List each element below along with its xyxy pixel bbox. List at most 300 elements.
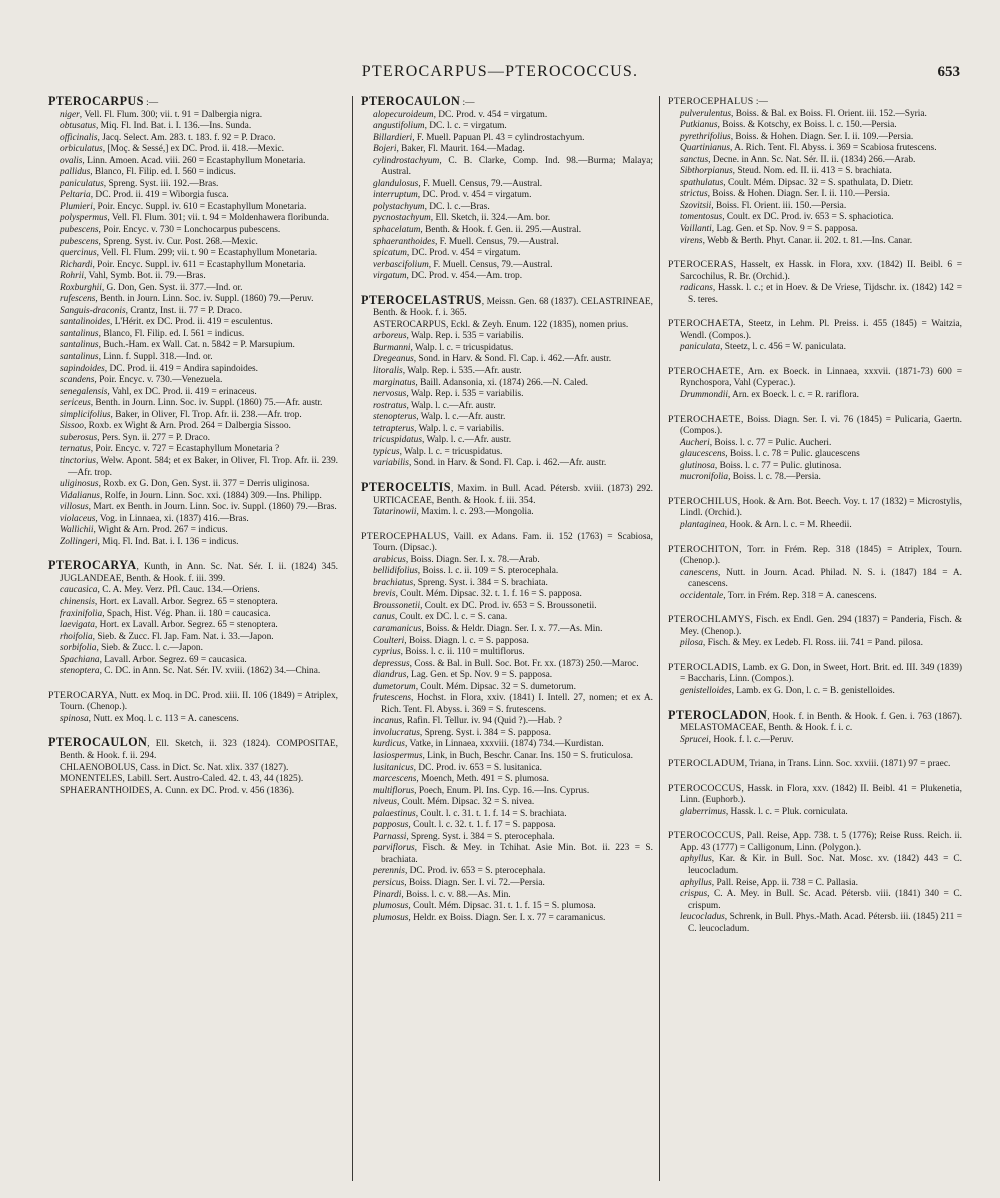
column-3 — [668, 96, 962, 1196]
species-entry: depressus, Coss. & Bal. in Bull. Soc. Bot. Fr. xx. (1873) 250.—Maroc. — [373, 658, 639, 669]
species-entry: dumetorum, Coult. Mém. Dipsac. 32 = S. dumetorum. — [373, 681, 576, 692]
species-entry: officinalis, Jacq. Select. Am. 283. t. 183. f. 92 = P. Draco. — [60, 132, 276, 143]
page-number: 653 — [937, 64, 960, 80]
column-divider — [352, 96, 353, 1181]
species-entry: Dregeanus, Sond. in Harv. & Sond. Fl. Cap. i. 462.—Afr. austr. — [373, 354, 612, 365]
genus-block — [668, 366, 962, 402]
epithet: Coulteri — [373, 635, 405, 646]
epithet: paniculatus — [60, 178, 104, 189]
genus-heading: PTEROCOCCUS, Pall. Reise, App. 738. t. 5 (1776); Reise Russ. Reich. ii. App. 43 (1777) = Calligonum, Linn. (Polygon.). — [668, 830, 962, 853]
genus-block — [668, 830, 962, 935]
species-entry: kurdicus, Vatke, in Linnaea, xxxviii. (1874) 734.—Kurdistan. — [373, 739, 604, 750]
genus-block — [668, 414, 962, 484]
genus-name: PTEROCAULON — [48, 735, 148, 750]
species-entry: senegalensis, Vahl, ex DC. Prod. ii. 419 = erinaceus. — [60, 386, 257, 397]
species-entry: marginatus, Baill. Adansonia, xi. (1874) 266.—N. Caled. — [373, 377, 589, 388]
species-entry: simplicifolius, Baker, in Oliver, Fl. Trop. Afr. ii. 238.—Afr. trop. — [60, 409, 302, 420]
species-entry: Drummondii, Arn. ex Boeck. l. c. = R. rariflora. — [680, 390, 859, 401]
species-entry: multiflorus, Poech, Enum. Pl. Ins. Cyp. 16.—Ins. Cyprus. — [373, 785, 590, 796]
species-entry: involucratus, Spreng. Syst. i. 384 = S. papposa. — [373, 727, 551, 738]
species-entry: radicans, Hassk. l. c.; et in Hoev. & De Vriese, Tijdschr. ix. (1842) 142 = S. teres. — [680, 283, 962, 305]
epithet: dumetorum — [373, 681, 416, 692]
epithet: plantaginea — [680, 519, 725, 530]
species-entry: Peltaria, DC. Prod. ii. 419 = Wiborgia fusca. — [60, 190, 229, 201]
genus-heading: PTEROCLADUM, Triana, in Trans. Linn. Soc. xxviii. (1871) 97 = praec. — [668, 758, 951, 770]
epithet: Sanguis-draconis — [60, 305, 126, 316]
epithet: lusitanicus — [373, 762, 414, 773]
genus-block — [668, 707, 962, 747]
species-entry: stenopterus, Walp. l. c.—Afr. austr. — [373, 412, 506, 423]
epithet: frutescens — [373, 693, 412, 704]
genus-name: PTEROCHAETE — [668, 413, 741, 425]
epithet: sphacelatum — [373, 225, 421, 236]
species-entry: paniculata, Steetz, l. c. 456 = W. paniculata. — [680, 342, 846, 353]
species-entry: pubescens, Poir. Encyc. v. 730 = Lonchocarpus pubescens. — [60, 225, 281, 236]
epithet: Richardi — [60, 259, 93, 270]
epithet: fraxinifolia — [60, 608, 103, 619]
epithet: perennis — [373, 866, 405, 877]
epithet: pubescens — [60, 236, 99, 247]
epithet: arabicus — [373, 554, 406, 565]
epithet: Vidalianus — [60, 490, 100, 501]
genus-name: PTEROCHAETE — [668, 365, 741, 377]
species-entry: ternatus, Poir. Encyc. v. 727 = Ecastaphyllum Monetaria ? — [60, 444, 280, 455]
epithet: strictus — [680, 189, 708, 200]
species-entry: Billardieri, F. Muell. Papuan Pl. 43 = cylindrostachyum. — [373, 132, 585, 143]
epithet: aphyllus — [680, 877, 712, 888]
species-entry: plumosus, Coult. Mém. Dipsac. 31. t. 1. f. 15 = S. plumosa. — [373, 901, 596, 912]
epithet: persicus — [373, 878, 405, 888]
epithet: spinosa — [60, 713, 89, 724]
epithet: sphaeranthoides — [373, 236, 435, 247]
epithet: nervosus — [373, 389, 407, 400]
species-entry: genistelloides, Lamb. ex G. Don, l. c. = B. genistelloides. — [680, 685, 895, 696]
running-title: PTEROCARPUS—PTEROCOCCUS. — [361, 63, 639, 80]
species-entry: cylindrostachyum, C. B. Clarke, Comp. Ind. 98.—Burma; Malaya; Austral. — [373, 155, 653, 178]
epithet: parviflorus — [373, 843, 415, 854]
genus-heading: PTEROCARYA, Nutt. ex Moq. in DC. Prod. xiii. II. 106 (1849) = Atriplex, Tourn. (Chenop.). — [48, 689, 338, 713]
species-entry: ASTEROCARPUS, Eckl. & Zeyh. Enum. 122 (1835), nomen prius. — [373, 319, 629, 330]
epithet: glaberrimus — [680, 806, 726, 817]
epithet: angustifolium — [373, 121, 425, 132]
species-entry: arboreus, Walp. Rep. i. 535 = variabilis. — [373, 331, 524, 342]
epithet: ternatus — [60, 444, 91, 455]
species-entry: violaceus, Vog. in Linnaea, xi. (1837) 416.—Bras. — [60, 513, 249, 524]
species-entry: santalinoides, L'Hérit. ex DC. Prod. ii. 419 = esculentus. — [60, 317, 273, 328]
epithet: canescens — [680, 567, 719, 578]
species-entry: typicus, Walp. l. c. = tricuspidatus. — [373, 446, 503, 457]
species-entry: santalinus, Buch.-Ham. ex Wall. Cat. n. 5842 = P. Marsupium. — [60, 340, 295, 351]
genus-block — [361, 96, 653, 283]
epithet: Plumieri — [60, 201, 93, 212]
species-entry: Richardi, Poir. Encyc. Suppl. iv. 611 = Ecastaphyllum Monetaria. — [60, 259, 306, 270]
species-entry: brevis, Coult. Mém. Dipsac. 32. t. 1. f. 16 = S. papposa. — [373, 589, 582, 600]
species-entry: scandens, Poir. Encyc. v. 730.—Venezuela. — [60, 375, 223, 386]
species-entry: Roxburghii, G. Don, Gen. Syst. ii. 377.—Ind. or. — [60, 282, 243, 293]
species-entry: Szovitsii, Boiss. Fl. Orient. iii. 150.—Persia. — [680, 200, 847, 211]
genus-block — [361, 479, 653, 519]
species-entry: orbiculatus, [Moç. & Sessé,] ex DC. Prod. ii. 418.—Mexic. — [60, 144, 284, 155]
species-entry: sorbifolia, Sieb. & Zucc. l. c.—Japon. — [60, 643, 203, 654]
species-entry: pallidus, Blanco, Fl. Filip. ed. I. 560 = indicus. — [60, 167, 236, 178]
running-head — [0, 63, 1000, 85]
species-entry: perennis, DC. Prod. iv. 653 = S. pterocephala. — [373, 866, 546, 877]
epithet: polyspermus — [60, 213, 108, 224]
epithet: pubescens — [60, 225, 99, 236]
epithet: Szovitsii — [680, 200, 712, 211]
epithet: niveus — [373, 797, 397, 808]
species-entry: persicus, Boiss. Diagn. Ser. I. vi. 72.—Persia. — [373, 878, 545, 888]
species-entry: rhoifolia, Sieb. & Zucc. Fl. Jap. Fam. Nat. i. 33.—Japon. — [60, 631, 274, 642]
epithet: rhoifolia — [60, 631, 93, 642]
species-entry: Vaillanti, Lag. Gen. et Sp. Nov. 9 = S. papposa. — [680, 224, 858, 235]
species-entry: obtusatus, Miq. Fl. Ind. Bat. i. I. 136.—Ins. Sunda. — [60, 121, 252, 132]
genus-block — [668, 259, 962, 306]
genus-heading: PTEROCEPHALUS :— — [668, 96, 768, 107]
species-entry: virgatum, DC. Prod. v. 454.—Am. trop. — [373, 271, 523, 282]
genus-heading: PTEROCHAETA, Steetz, in Lehm. Pl. Preiss. i. 455 (1845) = Waitzia, Wendl. (Compos.). — [668, 318, 962, 341]
species-entry: virens, Webb & Berth. Phyt. Canar. ii. 202. t. 81.—Ins. Canar. — [680, 235, 913, 246]
epithet: Vaillanti — [680, 224, 712, 235]
genus-block — [668, 758, 962, 771]
epithet: marginatus — [373, 377, 416, 388]
genus-heading: PTEROCEPHALUS, Vaill. ex Adans. Fam. ii. 152 (1763) = Scabiosa, Tourn. (Dipsac.). — [361, 530, 653, 554]
epithet: Broussonetii — [373, 600, 421, 611]
species-entry: plumosus, Heldr. ex Boiss. Diagn. Ser. I. x. 77 = caramanicus. — [373, 912, 606, 923]
genus-block — [48, 690, 338, 726]
species-entry: sphacelatum, Benth. & Hook. f. Gen. ii. 295.—Austral. — [373, 225, 582, 236]
species-entry: Broussonetii, Coult. ex DC. Prod. iv. 653 = S. Broussonetii. — [373, 600, 597, 611]
epithet: occidentale — [680, 590, 724, 601]
species-entry: niveus, Coult. Mém. Dipsac. 32 = S. nivea. — [373, 797, 535, 808]
text-columns — [0, 96, 1000, 1196]
epithet: Parnassi — [373, 831, 407, 842]
genus-name: PTEROCARYA — [48, 558, 137, 573]
species-entry: pycnostachyum, Ell. Sketch, ii. 324.—Am. bor. — [373, 213, 551, 224]
epithet: Burmanni — [373, 342, 411, 353]
species-entry: pilosa, Fisch. & Mey. ex Ledeb. Fl. Ross. iii. 741 = Pand. pilosa. — [680, 638, 923, 649]
epithet: aphyllus — [680, 854, 712, 865]
genus-block — [361, 292, 653, 470]
epithet: typicus — [373, 446, 400, 457]
species-entry: Wallichii, Wight & Arn. Prod. 267 = indicus. — [60, 525, 228, 536]
genus-heading: PTEROCHAETE, Arn. ex Boeck. in Linnaea, xxxvii. (1871-73) 600 = Rynchospora, Vahl (Cyperac.). — [668, 365, 962, 389]
epithet: sanctus — [680, 154, 709, 165]
genus-heading: PTEROCERAS, Hasselt, ex Hassk. in Flora, xxv. (1842) II. Beibl. 6 = Sarcochilus, R. Br. (Orchid.). — [668, 259, 962, 282]
epithet: interruptum — [373, 190, 418, 201]
epithet: brevis — [373, 589, 396, 600]
epithet: scandens — [60, 375, 95, 386]
epithet: santalinus — [60, 328, 99, 339]
species-entry: Sissoo, Roxb. ex Wight & Arn. Prod. 264 = Dalbergia Sissoo. — [60, 421, 291, 432]
species-entry: papposus, Coult. l. c. 32. t. 1. f. 17 = S. papposa. — [373, 820, 556, 831]
epithet: litoralis — [373, 366, 403, 377]
genus-heading: PTEROCELTIS, Maxim. in Bull. Acad. Pétersb. xviii. (1873) 292. URTICACEAE, Benth. & Hook. f. iii. 354. — [361, 479, 653, 506]
species-entry: Quartinianus, A. Rich. Tent. Fl. Abyss. i. 369 = Scabiosa frutescens. — [680, 143, 937, 154]
epithet: rostratus — [373, 400, 407, 411]
epithet: stenopterus — [373, 412, 417, 423]
epithet: crispus — [680, 889, 708, 900]
epithet: virgatum — [373, 271, 407, 282]
epithet: pyrethrifolius — [680, 131, 731, 142]
genus-block — [361, 531, 653, 925]
epithet: niger — [60, 109, 80, 120]
epithet: Bojeri — [373, 144, 397, 155]
epithet: cylindrostachyum — [373, 155, 440, 166]
genus-block — [48, 96, 338, 548]
epithet: santalinoides — [60, 317, 111, 328]
epithet: glandulosus — [373, 178, 419, 189]
species-entry: palaestinus, Coult. l. c. 31. t. 1. f. 14 = S. brachiata. — [373, 808, 567, 819]
epithet: genistelloides — [680, 685, 732, 696]
genus-name: PTEROCHILUS — [668, 495, 738, 507]
epithet: officinalis — [60, 132, 98, 143]
epithet: incanus — [373, 716, 403, 727]
genus-heading: PTEROCLADIS, Lamb. ex G. Don, in Sweet, Hort. Brit. ed. III. 349 (1839) = Baccharis, Linn. (Compos.). — [668, 661, 962, 685]
species-entry: brachiatus, Spreng. Syst. i. 384 = S. brachiata. — [373, 577, 548, 588]
epithet: involucratus — [373, 727, 420, 738]
species-entry: villosus, Mart. ex Benth. in Journ. Linn. Soc. iv. Suppl. (1860) 79.—Bras. — [60, 502, 337, 513]
species-entry: incanus, Rafin. Fl. Tellur. iv. 94 (Quid ?).—Hab. ? — [373, 716, 562, 727]
species-entry: Sibthorpianus, Steud. Nom. ed. II. ii. 413 = S. brachiata. — [680, 166, 892, 177]
epithet: orbiculatus — [60, 144, 103, 155]
epithet: obtusatus — [60, 121, 96, 132]
epithet: santalinus — [60, 352, 99, 363]
epithet: senegalensis — [60, 386, 108, 397]
species-entry: pulverulentus, Boiss. & Bal. ex Boiss. Fl. Orient. iii. 152.—Syria. — [680, 108, 927, 119]
epithet: caucasica — [60, 585, 98, 596]
epithet: laevigata — [60, 620, 95, 631]
genus-name: PTEROCARYA — [48, 689, 115, 701]
epithet: spicatum — [373, 248, 407, 259]
species-entry: sapindoides, DC. Prod. ii. 419 = Andira sapindoides. — [60, 363, 258, 374]
epithet: marcescens — [373, 774, 417, 785]
species-entry: mucronifolia, Boiss. l. c. 78.—Persia. — [680, 472, 821, 483]
epithet: Roxburghii — [60, 282, 102, 293]
species-entry: marcescens, Moench, Meth. 491 = S. plumosa. — [373, 774, 550, 785]
species-entry: spathulatus, Coult. Mém. Dipsac. 32 = S. spathulata, D. Dietr. — [680, 177, 914, 188]
epithet: pilosa — [680, 638, 703, 649]
epithet: tricuspidatus — [373, 435, 422, 446]
epithet: Dregeanus — [373, 354, 414, 365]
genus-heading: PTEROCAULON :— — [361, 96, 475, 108]
species-entry: lusitanicus, DC. Prod. iv. 653 = S. lusitanica. — [373, 762, 543, 773]
species-entry: tricuspidatus, Walp. l. c.—Afr. austr. — [373, 435, 512, 446]
genus-name: PTEROCHLAMYS — [668, 614, 751, 626]
species-entry: ovalis, Linn. Amoen. Acad. viii. 260 = Ecastaphyllum Monetaria. — [60, 155, 306, 166]
species-entry: Zollingeri, Miq. Fl. Ind. Bat. i. I. 136 = indicus. — [60, 536, 239, 547]
epithet: glutinosa — [680, 460, 715, 471]
species-entry: Coulteri, Boiss. Diagn. l. c. = S. papposa. — [373, 635, 529, 646]
species-entry: chinensis, Hort. ex Lavall. Arbor. Segrez. 65 = stenoptera. — [60, 596, 278, 607]
genus-block — [668, 614, 962, 650]
species-entry: interruptum, DC. Prod. v. 454 = virgatum. — [373, 190, 532, 201]
species-entry: alopecuroideum, DC. Prod. v. 454 = virgatum. — [373, 109, 548, 120]
epithet: Billardieri — [373, 132, 413, 143]
species-entry: occidentale, Torr. in Frém. Rep. 318 = A. canescens. — [680, 590, 877, 601]
epithet: Tatarinowii — [373, 507, 417, 518]
genus-heading: PTEROCHILUS, Hook. & Arn. Bot. Beech. Voy. t. 17 (1832) = Microstylis, Lindl. (Orchid.). — [668, 495, 962, 519]
species-entry: variabilis, Sond. in Harv. & Sond. Fl. Cap. i. 462.—Afr. austr. — [373, 458, 607, 469]
species-entry: uliginosus, Roxb. ex G. Don, Gen. Syst. ii. 377 = Derris uliginosa. — [60, 479, 310, 490]
species-entry: frutescens, Hochst. in Flora, xxiv. (1841) I. Intell. 27, nomen; et ex A. Rich. Tent. Fl. Abyss. i. 369 = S. frutescens. — [373, 693, 653, 715]
epithet: alopecuroideum — [373, 109, 434, 120]
species-entry: caucasica, C. A. Mey. Verz. Pfl. Cauc. 134.—Oriens. — [60, 585, 260, 596]
species-entry: rostratus, Walp. l. c.—Afr. austr. — [373, 400, 496, 411]
epithet: suberosus — [60, 432, 98, 443]
species-entry: spicatum, DC. Prod. v. 454 = virgatum. — [373, 248, 521, 259]
species-entry: polystachyum, DC. l. c.—Bras. — [373, 201, 490, 212]
species-entry: plantaginea, Hook. & Arn. l. c. = M. Rheedii. — [680, 519, 852, 530]
genus-block — [668, 544, 962, 603]
epithet: ASTEROCARPUS — [373, 319, 446, 330]
species-entry: Tatarinowii, Maxim. l. c. 293.—Mongolia. — [373, 507, 534, 518]
epithet: variabilis — [373, 458, 409, 469]
epithet: pulverulentus — [680, 108, 732, 119]
epithet: plumosus — [373, 901, 409, 912]
species-entry: Bojeri, Baker, Fl. Maurit. 164.—Madag. — [373, 144, 525, 155]
genus-name: PTEROCOCCUS — [668, 782, 742, 794]
species-entry: Burmanni, Walp. l. c. = tricuspidatus. — [373, 342, 514, 353]
epithet: verbascifolium — [373, 259, 429, 270]
species-entry: Sprucei, Hook. f. l. c.—Peruv. — [680, 734, 794, 745]
epithet: simplicifolius — [60, 409, 111, 420]
epithet: multiflorus — [373, 785, 415, 796]
species-entry: paniculatus, Spreng. Syst. iii. 192.—Bras. — [60, 178, 219, 189]
species-entry: cyprius, Boiss. l. c. ii. 110 = multiflorus. — [373, 647, 525, 658]
epithet: Rohrii — [60, 271, 84, 282]
epithet: santalinus — [60, 340, 99, 351]
genus-name: PTEROCERAS — [668, 259, 734, 271]
epithet: caramanicus — [373, 623, 422, 634]
species-entry: canus, Coult. ex DC. l. c. = S. cana. — [373, 612, 508, 623]
column-1 — [48, 96, 338, 1196]
epithet: violaceus — [60, 513, 96, 524]
epithet: mucronifolia — [680, 472, 729, 483]
genus-heading: PTEROCLADON, Hook. f. in Benth. & Hook. f. Gen. i. 763 (1867). MELASTOMACEAE, Benth. & Hook. f. i. c. — [668, 707, 962, 734]
epithet: tomentosus — [680, 212, 723, 223]
column-2 — [361, 96, 653, 1196]
genus-name: PTEROCEPHALUS — [668, 96, 754, 107]
genus-name: PTEROCLADIS — [668, 661, 738, 673]
species-entry: tinctorius, Welw. Apont. 584; et ex Baker, in Oliver, Fl. Trop. Afr. ii. 239.—Afr. trop. — [60, 455, 338, 478]
genus-name: PTEROCELASTRUS — [361, 292, 482, 307]
epithet: Sprucei — [680, 734, 709, 745]
genus-heading: PTEROCHLAMYS, Fisch. ex Endl. Gen. 294 (1837) = Panderia, Fisch. & Mey. (Chenop.). — [668, 614, 962, 637]
species-entry: verbascifolium, F. Muell. Census, 79.—Austral. — [373, 259, 553, 270]
epithet: uliginosus — [60, 479, 99, 490]
epithet: Peltaria — [60, 190, 91, 201]
species-entry: quercinus, Vell. Fl. Flum. 299; vii. t. 90 = Ecastaphyllum Monetaria. — [60, 248, 318, 259]
epithet: palaestinus — [373, 808, 416, 819]
epithet: virens — [680, 235, 703, 246]
epithet: kurdicus — [373, 739, 405, 750]
epithet: diandrus — [373, 670, 407, 681]
epithet: Zollingeri — [60, 536, 98, 547]
genus-block — [48, 560, 338, 677]
species-entry: bellidifolius, Boiss. l. c. ii. 109 = S. pterocephala. — [373, 566, 559, 577]
species-entry: parviflorus, Fisch. & Mey. in Tchihat. Asie Min. Bot. ii. 223 = S. brachiata. — [373, 843, 653, 865]
species-entry: laevigata, Hort. ex Lavall. Arbor. Segrez. 65 = stenoptera. — [60, 620, 278, 631]
genus-name: PTEROCLADUM — [668, 758, 745, 770]
epithet: stenoptera — [60, 666, 100, 677]
genus-name: PTEROCAULON — [361, 96, 461, 108]
species-entry: sanctus, Decne. in Ann. Sc. Nat. Sér. II. ii. (1834) 266.—Arab. — [680, 154, 916, 165]
species-entry: santalinus, Linn. f. Suppl. 318.—Ind. or. — [60, 352, 213, 363]
epithet: Putkianus — [680, 120, 718, 131]
species-entry: pyrethrifolius, Boiss. & Hohen. Diagn. Ser. I. ii. 109.—Persia. — [680, 131, 914, 142]
epithet: pallidus — [60, 167, 91, 178]
species-entry: fraxinifolia, Spach, Hist. Vég. Phan. ii. 180 = caucasica. — [60, 608, 271, 619]
species-entry: niger, Vell. Fl. Flum. 300; vii. t. 91 = Dalbergia nigra. — [60, 109, 263, 120]
epithet: glaucescens — [680, 449, 726, 460]
epithet: chinensis — [60, 596, 95, 607]
epithet: sorbifolia — [60, 643, 97, 654]
epithet: Sibthorpianus — [680, 166, 733, 177]
species-entry: Vidalianus, Rolfe, in Journ. Linn. Soc. xxi. (1884) 309.—Ins. Philipp. — [60, 490, 322, 501]
genus-name: PTEROCLADON — [668, 707, 768, 722]
species-entry: aphyllus, Pall. Reise, App. ii. 738 = C. Pallasia. — [680, 877, 858, 888]
genus-heading: PTEROCHITON, Torr. in Frém. Rep. 318 (1845) = Atriplex, Tourn. (Chenop.). — [668, 543, 962, 567]
species-entry: Plumieri, Poir. Encyc. Suppl. iv. 610 = Ecastaphyllum Monetaria. — [60, 201, 307, 212]
epithet: bellidifolius — [373, 566, 418, 577]
epithet: rufescens — [60, 294, 96, 305]
species-entry: santalinus, Blanco, Fl. Filip. ed. I. 561 = indicus. — [60, 328, 245, 339]
species-entry: diandrus, Lag. Gen. et Sp. Nov. 9 = S. papposa. — [373, 670, 553, 681]
species-entry: CHLAENOBOLUS, Cass. in Dict. Sc. Nat. xlix. 337 (1827). — [60, 762, 289, 773]
epithet: villosus — [60, 502, 89, 513]
genus-heading: PTEROCARPUS :— — [48, 96, 159, 108]
epithet: arboreus — [373, 331, 407, 342]
species-entry: lasiospermus, Link, in Buch, Beschr. Canar. Ins. 150 = S. fruticulosa. — [373, 750, 633, 761]
epithet: MONENTELES — [60, 774, 123, 785]
species-entry: strictus, Boiss. & Hohen. Diagn. Ser. I. ii. 110.—Persia. — [680, 189, 890, 200]
genus-name: PTEROCHITON — [668, 543, 740, 555]
genus-name: PTEROCOCCUS — [668, 830, 742, 842]
genus-block — [48, 737, 338, 797]
species-entry: pubescens, Spreng. Syst. iv. Cur. Post. 268.—Mexic. — [60, 236, 258, 247]
epithet: brachiatus — [373, 577, 414, 588]
species-entry: polyspermus, Vell. Fl. Flum. 301; vii. t. 94 = Moldenhawera floribunda. — [60, 213, 329, 224]
species-entry: Parnassi, Spreng. Syst. i. 384 = S. pterocephala. — [373, 831, 555, 842]
species-entry: MONENTELES, Labill. Sert. Austro-Caled. 42. t. 43, 44 (1825). — [60, 774, 304, 785]
species-entry: aphyllus, Kar. & Kir. in Bull. Soc. Nat. Mosc. xv. (1842) 443 = C. leucocladum. — [680, 854, 962, 876]
epithet: sericeus — [60, 398, 91, 409]
epithet: ovalis — [60, 155, 83, 166]
epithet: depressus — [373, 658, 410, 669]
epithet: lasiospermus — [373, 750, 423, 761]
species-entry: sphaeranthoides, F. Muell. Census, 79.—Austral. — [373, 236, 559, 247]
genus-name: PTEROCHAETA — [668, 318, 742, 330]
species-entry: Sanguis-draconis, Crantz, Inst. ii. 77 = P. Draco. — [60, 305, 243, 316]
species-entry: tetrapterus, Walp. l. c. = variabilis. — [373, 423, 504, 434]
epithet: tinctorius — [60, 455, 96, 466]
epithet: paniculata — [680, 342, 721, 353]
epithet: Drummondii — [680, 390, 728, 401]
epithet: radicans — [680, 283, 713, 294]
genus-heading: PTEROCAULON, Ell. Sketch, ii. 323 (1824). COMPOSITAE, Benth. & Hook. f. ii. 294. — [48, 735, 338, 761]
column-divider — [659, 96, 660, 1181]
species-entry: glutinosa, Boiss. l. c. 77 = Pulic. glutinosa. — [680, 460, 842, 471]
species-entry: stenoptera, C. DC. in Ann. Sc. Nat. Sér. IV. xviii. (1862) 34.—China. — [60, 666, 321, 677]
epithet: Pinardi — [373, 889, 402, 900]
genus-heading: PTEROCOCCUS, Hassk. in Flora, xxv. (1842) II. Beibl. 41 = Plukenetia, Linn. (Euphorb.). — [668, 782, 962, 806]
epithet: CHLAENOBOLUS — [60, 762, 136, 773]
epithet: sapindoides — [60, 363, 105, 374]
species-entry: tomentosus, Coult. ex DC. Prod. iv. 653 = S. sphaciotica. — [680, 212, 894, 223]
species-entry: Spachiana, Lavall. Arbor. Segrez. 69 = caucasica. — [60, 654, 247, 665]
species-entry: glaberrimus, Hassk. l. c. = Pluk. corniculata. — [680, 806, 848, 817]
